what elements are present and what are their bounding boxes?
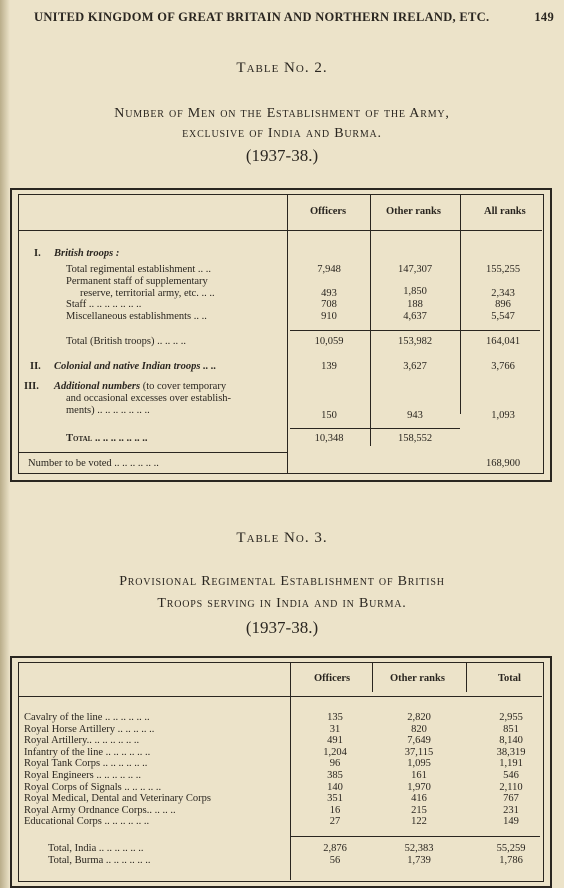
table2-sec3-line2: and occasional excesses over establish- xyxy=(66,393,232,404)
table2-row-all: 2,343 xyxy=(491,288,515,299)
table3-row-label: Royal Artillery.. .. .. .. .. .. .. xyxy=(24,735,140,746)
table2-sec1-num: I. xyxy=(34,248,41,259)
table2-col-officers: Officers xyxy=(310,206,347,217)
table2-col-divider-2 xyxy=(370,194,371,446)
table2-subtotal-rule xyxy=(290,330,540,331)
table2-year: (1937-38.) xyxy=(245,146,319,165)
table2-sec2-all: 3,766 xyxy=(491,361,515,372)
table3-total-burma-label: Total, Burma .. .. .. .. .. .. xyxy=(48,855,151,866)
table2-row-officers: 910 xyxy=(321,311,337,322)
table3-row-label: Cavalry of the line .. .. .. .. .. .. xyxy=(24,712,150,723)
table3-row-other: 416 xyxy=(411,793,427,804)
running-head-title: UNITED KINGDOM OF GREAT BRITAIN AND NORTHERN IRELAND, ETC. xyxy=(34,10,490,24)
table2-sec3-label-rest: (to cover temporary xyxy=(142,381,227,392)
table3-row-other: 37,115 xyxy=(404,747,434,758)
table2-total-british-label: Total (British troops) .. .. .. .. xyxy=(66,336,187,347)
table2-sec3-line3: ments) .. .. .. .. .. .. .. xyxy=(66,405,150,416)
table3-row-total: 2,110 xyxy=(499,782,523,793)
table3-row-total: 38,319 xyxy=(496,747,526,758)
table2-sec3-num: III. xyxy=(24,381,39,392)
table2-row-other: 4,637 xyxy=(403,311,427,322)
table3-col-divider-3 xyxy=(466,662,467,692)
table3-row-officers: 31 xyxy=(329,724,341,735)
table3-row-officers: 351 xyxy=(327,793,343,804)
table2-row-officers: 708 xyxy=(321,299,337,310)
table2-row-other: 188 xyxy=(407,299,423,310)
table3-row-label: Educational Corps .. .. .. .. .. .. xyxy=(24,816,150,827)
table3-total-india-label: Total, India .. .. .. .. .. .. xyxy=(48,843,144,854)
table3-col-divider-1 xyxy=(290,662,291,880)
table3-row-other: 820 xyxy=(411,724,427,735)
table3-col-officers: Officers xyxy=(314,673,351,684)
table3-row-officers: 27 xyxy=(329,816,341,827)
table3-row-officers: 96 xyxy=(329,758,341,769)
table2-inner-border xyxy=(18,194,544,474)
table2-sec2-num: II. xyxy=(30,361,41,372)
table2-total-british-other: 153,982 xyxy=(397,336,433,347)
table3-row-other: 2,820 xyxy=(407,712,431,723)
table2-col-all-ranks: All ranks xyxy=(484,206,526,217)
table3-col-other-ranks: Other ranks xyxy=(390,673,445,684)
table2-row-all: 155,255 xyxy=(485,264,521,275)
table3-row-officers: 16 xyxy=(329,805,341,816)
table2-sec2-label: Colonial and native Indian troops .. .. xyxy=(54,361,217,372)
table3-row-total: 851 xyxy=(503,724,519,735)
table3-row-officers: 491 xyxy=(327,735,343,746)
table2-sec1-label: British troops : xyxy=(54,248,120,259)
table3-number: Table No. 3. xyxy=(236,530,328,546)
table3-total-rule xyxy=(290,836,540,837)
table2-row-label: Miscellaneous establishments .. .. xyxy=(66,311,207,322)
table3-row-officers: 1,204 xyxy=(323,747,347,758)
table3-row-label: Royal Tank Corps .. .. .. .. .. .. xyxy=(24,758,148,769)
table2-sec3-label xyxy=(54,381,226,392)
table2-total-label: Total .. .. .. .. .. .. .. xyxy=(66,433,148,444)
table3-row-label: Royal Horse Artillery .. .. .. .. .. xyxy=(24,724,155,735)
table3-col-total: Total xyxy=(498,673,521,684)
table3-total-india-other: 52,383 xyxy=(404,843,434,854)
table3-row-total: 767 xyxy=(503,793,519,804)
table3-row-label: Royal Corps of Signals .. .. .. .. .. xyxy=(24,782,162,793)
table2-sec3-officers: 150 xyxy=(321,410,337,421)
running-head xyxy=(34,10,554,25)
table2-voted-all: 168,900 xyxy=(485,458,521,469)
table3-total-india-total: 55,259 xyxy=(496,843,526,854)
table2-total-officers: 10,348 xyxy=(314,433,344,444)
table2-total-british-officers: 10,059 xyxy=(314,336,344,347)
table2-row-other: 147,307 xyxy=(397,264,433,275)
table2-row-label: reserve, territorial army, etc. .. .. xyxy=(80,288,215,299)
table3-row-other: 1,095 xyxy=(407,758,431,769)
table2-voted-label: Number to be voted .. .. .. .. .. .. xyxy=(28,458,159,469)
table2-sec3-other: 943 xyxy=(407,410,423,421)
table2-header-rule xyxy=(18,230,542,231)
table2-row-label: Staff .. .. .. .. .. .. .. xyxy=(66,299,142,310)
table3-row-label: Royal Army Ordnance Corps.. .. .. .. xyxy=(24,805,176,816)
table2-row-officers: 7,948 xyxy=(317,264,341,275)
table2-col-divider-3 xyxy=(460,194,461,414)
table2-total-british-all: 164,041 xyxy=(485,336,521,347)
table3-row-other: 122 xyxy=(411,816,427,827)
table3-row-other: 161 xyxy=(411,770,427,781)
table2-row-label: Total regimental establishment .. .. xyxy=(66,264,212,275)
table2-total-rule xyxy=(290,428,460,429)
table2-row-other: 1,850 xyxy=(403,286,427,297)
table2-sec3-label-italic: Additional numbers xyxy=(54,381,141,392)
table3-row-other: 1,970 xyxy=(407,782,431,793)
table2-total-other: 158,552 xyxy=(397,433,433,444)
table3-row-officers: 140 xyxy=(327,782,343,793)
table3-row-label: Infantry of the line .. .. .. .. .. .. xyxy=(24,747,151,758)
page-number: 149 xyxy=(534,10,554,24)
table3-title-line1: Provisional Regimental Establishment of British xyxy=(119,574,445,589)
table2-row-all: 5,547 xyxy=(491,311,515,322)
table3-row-officers: 385 xyxy=(327,770,343,781)
table3-row-total: 149 xyxy=(503,816,519,827)
table3-row-other: 7,649 xyxy=(407,735,431,746)
table2-row-all: 896 xyxy=(495,299,511,310)
table3-total-burma-other: 1,739 xyxy=(407,855,431,866)
table3-total-burma-officers: 56 xyxy=(329,855,341,866)
table2-row-officers: 493 xyxy=(321,288,337,299)
table3-total-india-officers: 2,876 xyxy=(323,843,347,854)
table2-row-label: Permanent staff of supplementary xyxy=(66,276,208,287)
table2-sec2-officers: 139 xyxy=(321,361,337,372)
table3-row-label: Royal Engineers .. .. .. .. .. .. xyxy=(24,770,141,781)
table3-header-rule xyxy=(18,696,542,697)
table2-voted-rule xyxy=(18,452,288,453)
table3-row-total: 546 xyxy=(503,770,519,781)
table3-col-divider-2 xyxy=(372,662,373,692)
table2-sec3-all: 1,093 xyxy=(491,410,515,421)
table2-col-divider-1 xyxy=(287,194,288,474)
table2-sec2-other: 3,627 xyxy=(403,361,427,372)
table2-number: Table No. 2. xyxy=(236,60,328,76)
table3-year: (1937-38.) xyxy=(245,618,319,637)
table3-row-officers: 135 xyxy=(327,712,343,723)
table3-row-total: 1,191 xyxy=(499,758,523,769)
table3-row-total: 8,140 xyxy=(499,735,523,746)
table2-title-line1: Number of Men on the Establishment of the Army, xyxy=(114,106,450,121)
table2-col-other-ranks: Other ranks xyxy=(386,206,441,217)
table3-row-total: 231 xyxy=(503,805,519,816)
table3-total-burma-total: 1,786 xyxy=(499,855,523,866)
table2-title-line2: exclusive of India and Burma. xyxy=(182,126,382,141)
table3-row-label: Royal Medical, Dental and Veterinary Corps xyxy=(24,793,212,804)
table3-row-total: 2,955 xyxy=(499,712,523,723)
table3-title-line2: Troops serving in India and in Burma. xyxy=(157,596,407,611)
table3-row-other: 215 xyxy=(411,805,427,816)
